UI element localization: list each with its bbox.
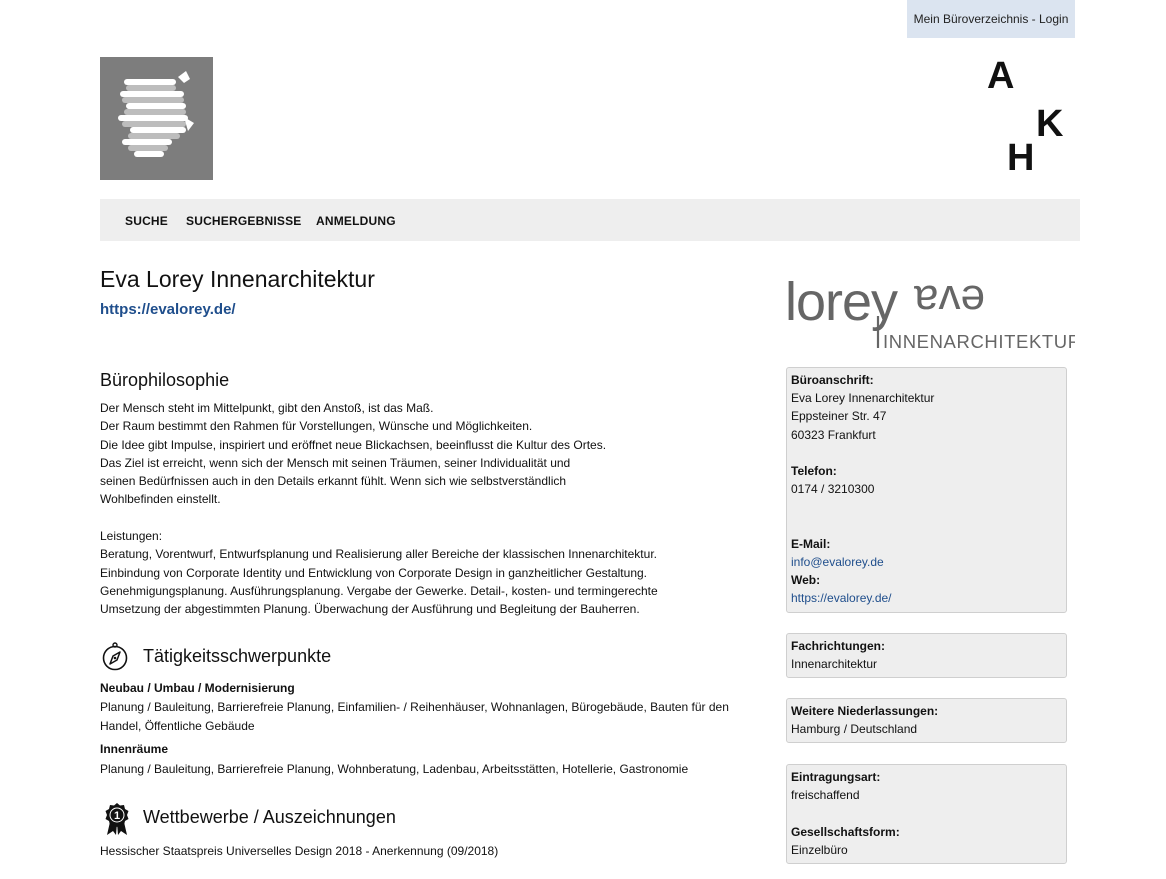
web-link[interactable]: https://evalorey.de/ [791, 591, 892, 606]
hessen-lion-crest-icon [100, 57, 213, 180]
fields-label: Fachrichtungen: [791, 639, 886, 653]
nav-item-suche[interactable]: SUCHE [125, 214, 169, 228]
branches-value: Hamburg / Deutschland [791, 722, 918, 737]
philosophy-text: Der Mensch steht im Mittelpunkt, gibt den Anstoß, ist das Maß. Der Raum bestimmt den Rahmen für Vorstellungen, Wünsche und Möglichkeiten. Die Idee gibt Impulse, inspiriert und eröffnet neue Blickachsen, beeinflusst die Kultur des Ortes. Das Ziel ist erreicht, wenn sich der Mensch mit seinen Träumen, seiner Individualität und seinen Bedürfnissen auch in den Details erkannt fühlt. Wenn sich wie selbstverständlich Wohlbefinden einstellt. [100, 401, 607, 507]
fields-box [786, 633, 1067, 678]
award-badge-number: 1 [113, 810, 121, 822]
focus-group-title-innenraeume: Innenräume [100, 742, 169, 756]
akh-logo-k: K [1036, 103, 1064, 145]
focus-heading: Tätigkeitsschwerpunkte [143, 646, 332, 666]
services-text: Leistungen: Beratung, Vorentwurf, Entwurfsplanung und Realisierung aller Bereiche der klassischen Innenarchitektur. Einbindung von Corporate Identity und Entwicklung von Corporate Design in ganzheitlicher Gestaltung. Genehmigungsplanung. Ausführungsplanung. Vergabe der Gewerke. Detail-, kosten- und termingerechte Umsetzung der abgestimmten Planung. Überwachung der Ausführung und Begleitung der Bauherren. [100, 529, 658, 617]
email-link[interactable]: info@evalorey.de [791, 554, 884, 569]
award-item: Hessischer Staatspreis Universelles Design 2018 - Anerkennung (09/2018) [100, 844, 499, 858]
compass-icon [101, 642, 129, 677]
logo-tagline: INNENARCHITEKTUR [883, 331, 1075, 352]
page-title: Eva Lorey Innenarchitektur [100, 266, 375, 292]
entry-value: freischaffend [791, 788, 860, 803]
main-nav [100, 199, 1080, 241]
logo-word-lorey: lorey [785, 272, 898, 332]
branches-label: Weitere Niederlassungen: [791, 704, 939, 718]
address-line-street: Eppsteiner Str. 47 [791, 409, 887, 424]
office-website-link[interactable]: https://evalorey.de/ [100, 301, 236, 318]
awards-heading: Wettbewerbe / Auszeichnungen [143, 807, 396, 827]
entry-box [786, 764, 1067, 864]
phone-label: Telefon: [791, 464, 837, 478]
branches-box [786, 698, 1067, 743]
company-value: Einzelbüro [791, 842, 848, 857]
award-rosette-icon [104, 802, 130, 841]
focus-group-title-neubau: Neubau / Umbau / Modernisierung [100, 681, 295, 695]
address-line-city: 60323 Frankfurt [791, 427, 876, 442]
address-line-name: Eva Lorey Innenarchitektur [791, 391, 935, 406]
nav-item-suchergebnisse[interactable]: SUCHERGEBNISSE [186, 214, 302, 228]
entry-label: Eintragungsart: [791, 770, 881, 784]
email-label: E-Mail: [791, 536, 831, 551]
focus-group-text-neubau: Planung / Bauleitung, Barrierefreie Planung, Einfamilien- / Reihenhäuser, Wohnanlagen, Bürogebäude, Bauten für den Handel, Öffentliche Gebäude [100, 700, 729, 733]
akh-logo-h: H [1007, 137, 1035, 179]
login-link[interactable]: Mein Büroverzeichnis - Login [907, 0, 1075, 38]
fields-value: Innenarchitektur [791, 657, 878, 672]
nav-item-anmeldung[interactable]: ANMELDUNG [316, 214, 396, 228]
contact-box [786, 367, 1067, 613]
logo-word-eva: eva [914, 276, 985, 325]
company-label: Gesellschaftsform: [791, 824, 900, 839]
phone-value: 0174 / 3210300 [791, 482, 875, 497]
akh-logo-a: A [987, 55, 1015, 97]
web-label: Web: [791, 573, 821, 588]
address-label: Büroanschrift: [791, 373, 874, 387]
philosophy-heading: Bürophilosophie [100, 370, 230, 390]
eva-lorey-logo [785, 258, 1075, 358]
focus-group-text-innenraeume: Planung / Bauleitung, Barrierefreie Planung, Wohnberatung, Ladenbau, Arbeitsstätten, Hotellerie, Gastronomie [100, 762, 689, 776]
